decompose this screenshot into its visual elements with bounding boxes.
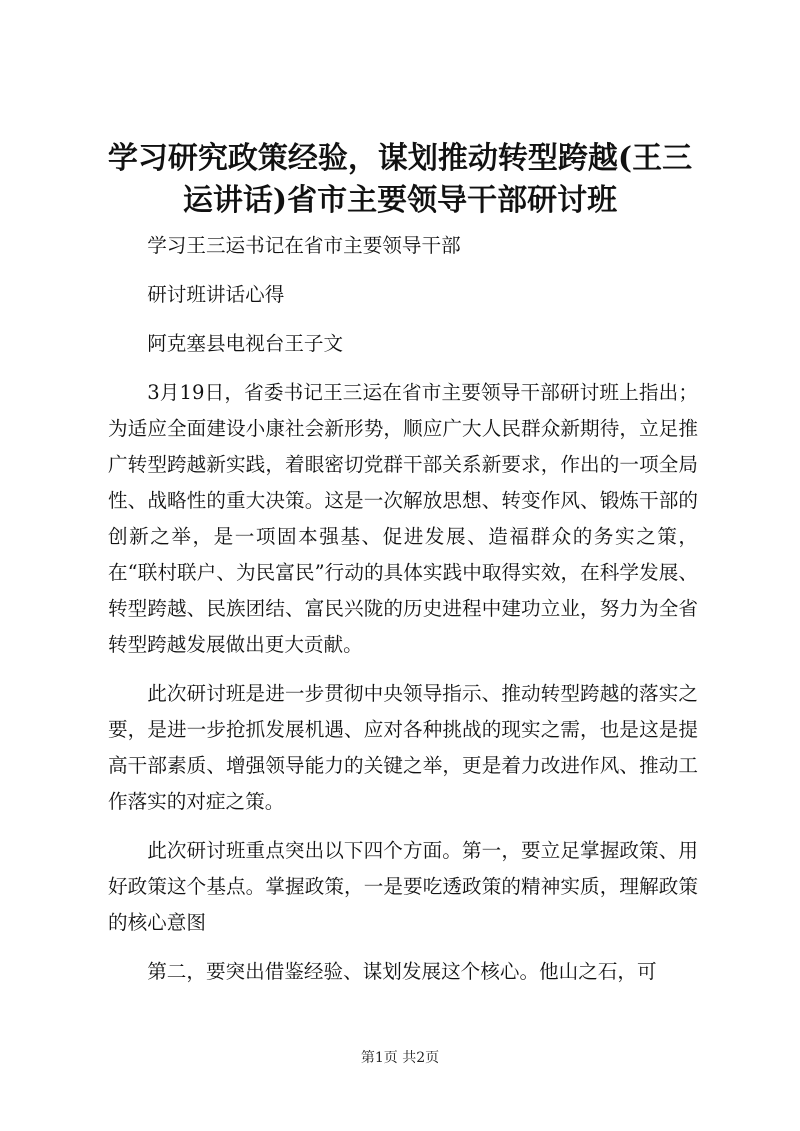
- document-title: 学习研究政策经验，谋划推动转型跨越(王三运讲话)省市主要领导干部研讨班: [107, 141, 693, 218]
- page-number-footer: 第1页 共2页: [360, 1050, 440, 1066]
- paragraph-2: 研讨班讲话心得: [147, 283, 285, 306]
- paragraph-3: 阿克塞县电视台王子文: [147, 332, 344, 355]
- document-body: [108, 228, 698, 990]
- paragraph-5: 此次研讨班是进一步贯彻中央领导指示、推动转型跨越的落实之要，是进一步抢抓发展机遇、应对各种挑战的现实之需，也是这是提高干部素质、增强领导能力的关键之举，更是着力改进作风、推动工作落实的对症之策。: [108, 682, 698, 813]
- paragraph-4: 3月19日，省委书记王三运在省市主要领导干部研讨班上指出；为适应全面建设小康社会新形势，顺应广大人民群众新期待，立足推广转型跨越新实践，着眼密切党群干部关系新要求，作出的一项全局性、战略性的重大决策。这是一次解放思想、转变作风、锻炼干部的创新之举，是一项固本强基、促进发展、造福群众的务实之策，在“联村联户、为民富民”行动的具体实践中取得实效，在科学发展、转型跨越、民族团结、富民兴陇的历史进程中建功立业，努力为全省转型跨越发展做出更大贡献。: [108, 381, 698, 656]
- paragraph-7: 第二，要突出借鉴经验、谋划发展这个核心。他山之石，可: [147, 960, 657, 983]
- paragraph-6: 此次研讨班重点突出以下四个方面。第一，要立足掌握政策、用好政策这个基点。掌握政策，一是要吃透政策的精神实质，理解政策的核心意图: [108, 839, 698, 934]
- paragraph-1: 学习王三运书记在省市主要领导干部: [147, 234, 461, 257]
